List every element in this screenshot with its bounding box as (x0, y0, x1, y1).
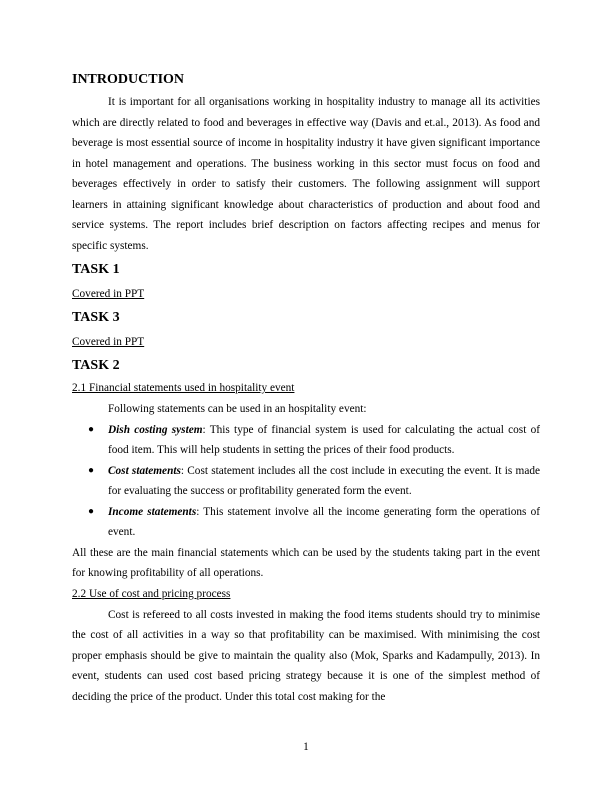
section-2-2-title: 2.2 Use of cost and pricing process (72, 587, 231, 600)
bullet-term: Income statements (108, 505, 197, 518)
bullet-icon: ● (88, 464, 95, 476)
bullet-term: Dish costing system (108, 423, 203, 436)
bullet-text: : This type of financial system is used for calculating the actual cost of food item. This will help students in setting the prices of their food products. (108, 423, 541, 456)
section-2-1-title: 2.1 Financial statements used in hospitality event (72, 382, 295, 394)
task2-heading: TASK 2 (72, 358, 120, 373)
page-number: 1 (303, 741, 309, 753)
bullet-item-income-statements (72, 502, 540, 543)
bullet-item-dish-costing (72, 420, 540, 461)
intro-heading: INTRODUCTION (72, 72, 185, 87)
intro-paragraph: It is important for all organisations working in hospitality industry to manage all its activities which are directly related to food and beverages in effective way (Davis and et.al., 2013). As food and beverage is most essential source of income in hospitality industry it have given significant importance in hotel management and operations. The business working in this sector must focus on food and beverages effectively in order to satisfy their customers. The following assignment will support learners in attaining significant knowledge about characteristics of production and about food and service systems. The report includes brief description on factors affecting recipes and menus for specific systems. (72, 96, 540, 252)
section-2-2-paragraph: Cost is refereed to all costs invested in making the food items students should try to minimise the cost of all activities in a way so that profitability can be maximised. With minimising the cost proper emphasis should be give to maintain the quality also (Mok, Sparks and Kadampully, 2013). In event, students can used cost based pricing strategy because it is one of the simplest method of deciding the price of the product. Under this total cost making for the (72, 608, 540, 703)
bullet-term: Cost statements (108, 464, 181, 477)
bullet-item-cost-statements (72, 461, 540, 502)
task1-heading: TASK 1 (72, 262, 120, 277)
bullet-text: : Cost statement includes all the cost include in executing the event. It is made for evaluating the success or profitability generated form the event. (108, 464, 540, 497)
bullet-icon: ● (88, 423, 95, 435)
document-page (72, 70, 540, 707)
bullet-icon: ● (88, 505, 95, 517)
task1-link[interactable]: Covered in PPT (72, 288, 145, 300)
bullet-text: : This statement involve all the income generating form the operations of event. (108, 505, 540, 538)
section-2-1-closing: All these are the main financial statements which can be used by the students taking part in the event for knowing profitability of all operations. (72, 546, 540, 579)
task3-link[interactable]: Covered in PPT (72, 336, 145, 348)
section-2-1-lead: Following statements can be used in an hospitality event: (108, 403, 367, 415)
task3-heading: TASK 3 (72, 310, 120, 325)
